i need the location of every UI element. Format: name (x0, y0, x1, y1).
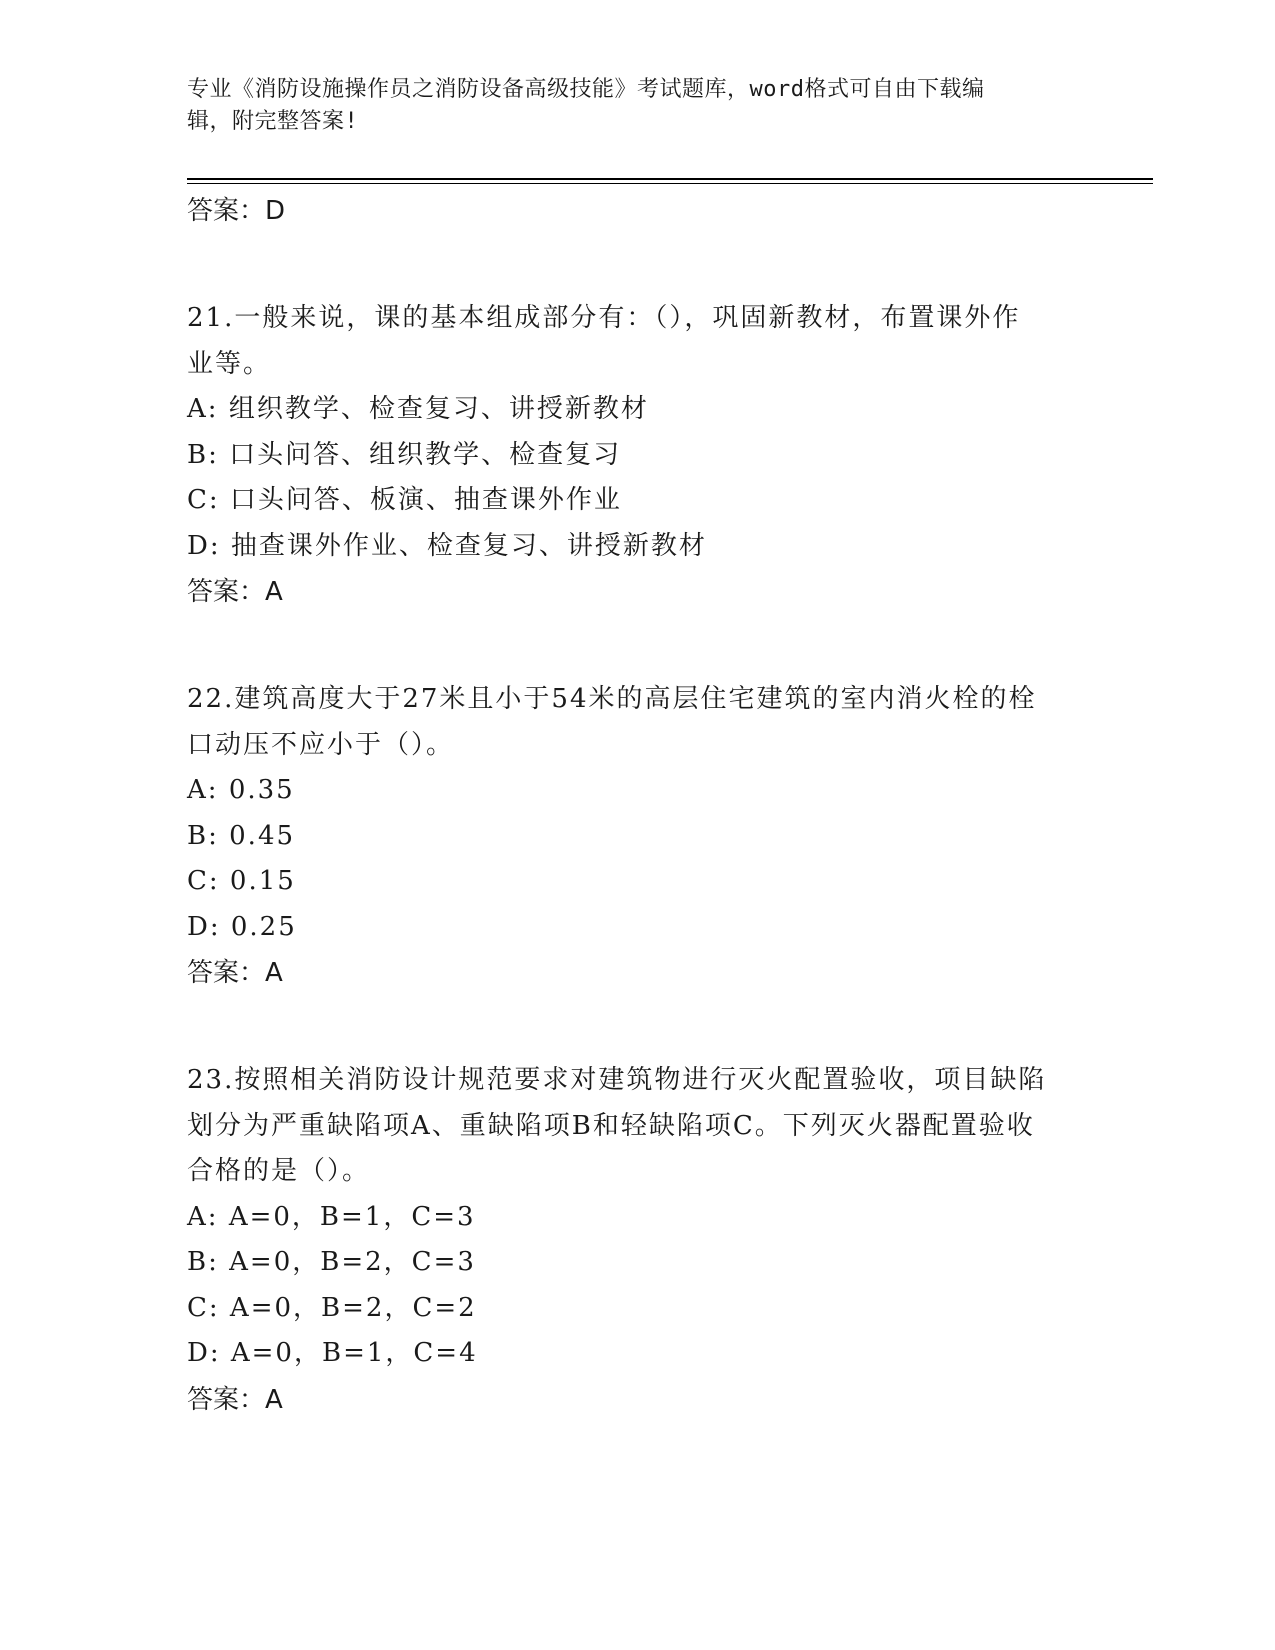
question-text-line: 合格的是（）。 (187, 1156, 371, 1186)
option-text: 抽查课外作业、检查复习、讲授新教材 (230, 530, 707, 561)
option-b (187, 814, 1087, 860)
question-text-line: 21.一般来说，课的基本组成部分有：（），巩固新教材，布置课外作 (187, 303, 1021, 333)
option-key: B: (187, 439, 219, 470)
option-text: 口头问答、组织教学、检查复习 (229, 439, 622, 470)
header-line-2: 辑，附完整答案! (187, 109, 359, 134)
option-text: A=0，B=2，C=2 (229, 1292, 477, 1323)
option-key: A: (187, 394, 219, 424)
option-b (187, 433, 1087, 479)
question-block (187, 677, 1087, 996)
option-a (187, 768, 1087, 814)
option-text: 组织教学、检查复习、讲授新教材 (228, 394, 649, 424)
option-key: D: (187, 911, 221, 942)
document-header (187, 74, 1067, 138)
option-key: A: (187, 775, 219, 805)
option-text: A=0，B=2，C=3 (229, 1247, 476, 1277)
header-divider-thick (187, 178, 1153, 180)
option-d (187, 524, 1087, 570)
question-list (187, 188, 1087, 1423)
question-block (187, 1058, 1087, 1423)
option-c (187, 478, 1087, 524)
option-key: C: (187, 485, 220, 515)
header-line-1: 专业《消防设施操作员之消防设备高级技能》考试题库，word格式可自由下载编 (187, 77, 985, 102)
option-c (187, 1286, 1087, 1332)
option-a (187, 387, 1087, 433)
answer-line: 答案：A (187, 577, 283, 607)
option-text: 0.25 (230, 911, 297, 942)
option-key: D: (187, 530, 221, 561)
question-text-line: 23.按照相关消防设计规范要求对建筑物进行灭火配置验收，项目缺陷 (187, 1065, 1047, 1095)
option-text: A=0，B=1，C=4 (230, 1338, 478, 1368)
question-text-line: 业等。 (187, 348, 272, 379)
option-a (187, 1195, 1087, 1241)
question-block (187, 296, 1087, 615)
option-key: A: (187, 1201, 219, 1232)
question-text-line: 口动压不应小于（）。 (187, 729, 455, 760)
option-c (187, 859, 1087, 905)
option-key: B: (187, 820, 219, 851)
option-key: C: (187, 866, 220, 896)
option-d (187, 905, 1087, 951)
option-key: D: (187, 1338, 221, 1368)
question-text-line: 22.建筑高度大于27米且小于54米的高层住宅建筑的室内消火栓的栓 (187, 684, 1037, 714)
option-text: 0.45 (229, 820, 296, 851)
answer-line: 答案：A (187, 958, 283, 988)
option-text: 口头问答、板演、抽查课外作业 (229, 485, 622, 515)
option-text: 0.35 (228, 775, 295, 805)
option-text: 0.15 (229, 866, 296, 896)
previous-answer: 答案：D (187, 196, 286, 226)
header-divider-thin (187, 183, 1153, 184)
answer-line: 答案：A (187, 1384, 283, 1415)
question-text-line: 划分为严重缺陷项A、重缺陷项B和轻缺陷项C。下列灭火器配置验收 (187, 1110, 1035, 1141)
option-key: B: (187, 1247, 219, 1277)
option-d (187, 1331, 1087, 1377)
option-text: A=0，B=1，C=3 (228, 1201, 476, 1232)
option-key: C: (187, 1292, 220, 1323)
option-b (187, 1240, 1087, 1286)
